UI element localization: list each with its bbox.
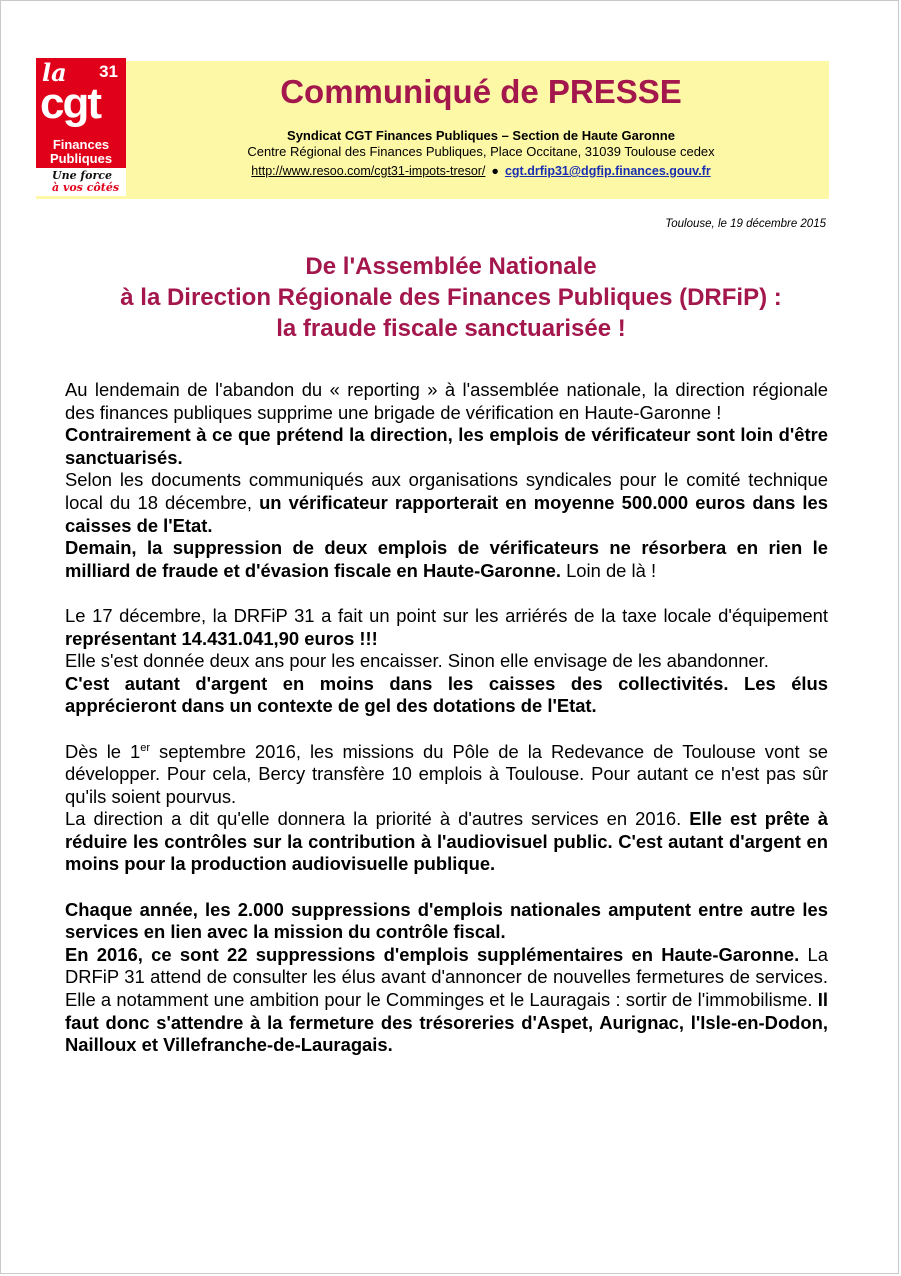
paragraph-9-text: La direction a dit qu'elle donnera la priorité à d'autres services en 2016. [65, 808, 690, 830]
paragraph-3-bold: un vérificateur rapporterait en moyenne 500.000 euros dans les caisses de l'Etat. [65, 491, 829, 536]
paragraph-4 [65, 537, 828, 582]
paragraph-3 [65, 469, 828, 537]
paragraph-7-bold: C'est autant d'argent en moins dans les caisses des collectivités. Les élus apprécieront dans un contexte de gel des dotations de l'Etat. [65, 672, 828, 717]
paragraph-11-bold-a: En 2016, ce sont 22 suppressions d'emplois supplémentaires en Haute-Garonne. [65, 943, 800, 965]
paragraph-5-bold: représentant 14.431.041,90 euros !!! [65, 627, 378, 649]
logo-publiques: Publiques [49, 151, 113, 166]
document-title [41, 251, 861, 344]
paragraph-8-text-b: septembre 2016, les missions du Pôle de la Redevance de Toulouse vont se développer. Pour cela, Bercy transfère 10 emplois à Toulouse. Pour autant ce n'est pas sûr qu'ils soient pourvus. [65, 740, 828, 807]
paragraph-4-text: Loin de là ! [560, 559, 657, 581]
paragraph-8-text-a: Dès le 1 [65, 740, 141, 762]
header-links [131, 164, 831, 178]
title-line-2: à la Direction Régionale des Finances Publiques (DRFiP) : [120, 284, 782, 311]
logo-la: la [42, 58, 67, 87]
paragraph-6: Elle s'est donnée deux ans pour les encaisser. Sinon elle envisage de les abandonner. [65, 650, 769, 672]
paragraph-9-bold: Elle est prête à réduire les contrôles sur la contribution à l'audiovisuel public. C'est autant d'argent en moins pour la production audiovisuelle publique. [65, 808, 828, 875]
logo-slogan-line2: à vos côtés [52, 181, 120, 194]
logo-slogan-line1: Une force [52, 169, 112, 182]
paragraph-3-text: Selon les documents communiqués aux organisations syndicales pour le comité technique local du 18 décembre, [65, 469, 828, 513]
logo-number: 31 [99, 62, 118, 81]
paragraph-11-bold-b: Il faut donc s'attendre à la fermeture des trésoreries d'Aspet, Aurignac, l'Isle-en-Dodon, Nailloux et Villefranche-de-Lauragais. [65, 989, 828, 1056]
email-link[interactable]: cgt.drfip31@dgfip.finances.gouv.fr [504, 164, 711, 178]
document-body [65, 379, 828, 1057]
paragraph-10-bold: Chaque année, les 2.000 suppressions d'emplois nationales amputent entre autre les services en lien avec la mission du contrôle fiscal. [65, 898, 828, 943]
paragraph-4-bold: Demain, la suppression de deux emplois de vérificateurs ne résorbera en rien le milliard de fraude et d'évasion fiscale en Haute-Garonne. [65, 537, 828, 581]
title-line-1: De l'Assemblée Nationale [305, 253, 597, 280]
paragraph-7 [65, 673, 828, 718]
paragraph-11 [65, 944, 828, 1057]
bullet-separator: ● [491, 164, 499, 178]
header-organization: Syndicat CGT Finances Publiques – Section de Haute Garonne [287, 128, 675, 143]
press-title: Communiqué de PRESSE [280, 73, 682, 110]
logo-finances: Finances [52, 137, 110, 152]
website-link[interactable]: http://www.resoo.com/cgt31-impots-tresor/ [251, 164, 486, 178]
logo-cgt: cgt [40, 79, 100, 128]
header-address: Centre Régional des Finances Publiques, Place Occitane, 31039 Toulouse cedex [247, 144, 715, 159]
paragraph-8-sup: er [140, 741, 151, 754]
paragraph-5-text: Le 17 décembre, la DRFiP 31 a fait un point sur les arriérés de la taxe locale d'équipement [65, 604, 828, 626]
paragraph-2-bold: Contrairement à ce que prétend la direction, les emplois de vérificateur sont loin d'être sanctuarisés. [65, 424, 828, 468]
paragraph-9 [65, 808, 828, 876]
cgt-logo [36, 58, 126, 196]
logo-slogan [36, 168, 126, 196]
paragraph-10 [65, 899, 828, 944]
document-date: Toulouse, le 19 décembre 2015 [665, 218, 826, 230]
title-line-3: la fraude fiscale sanctuarisée ! [276, 315, 626, 342]
paragraph-5 [65, 605, 828, 650]
paragraph-11-text: La DRFiP 31 attend de consulter les élus avant d'annoncer de nouvelles fermetures de services. Elle a notamment une ambition pour le Comminges et le Lauragais : sortir de l'immobilisme. [65, 943, 828, 1011]
paragraph-2 [65, 424, 828, 469]
paragraph-8 [65, 741, 828, 809]
paragraph-1: Au lendemain de l'abandon du « reporting » à l'assemblée nationale, la direction régionale des finances publiques supprime une brigade de vérification en Haute-Garonne ! [65, 379, 828, 423]
